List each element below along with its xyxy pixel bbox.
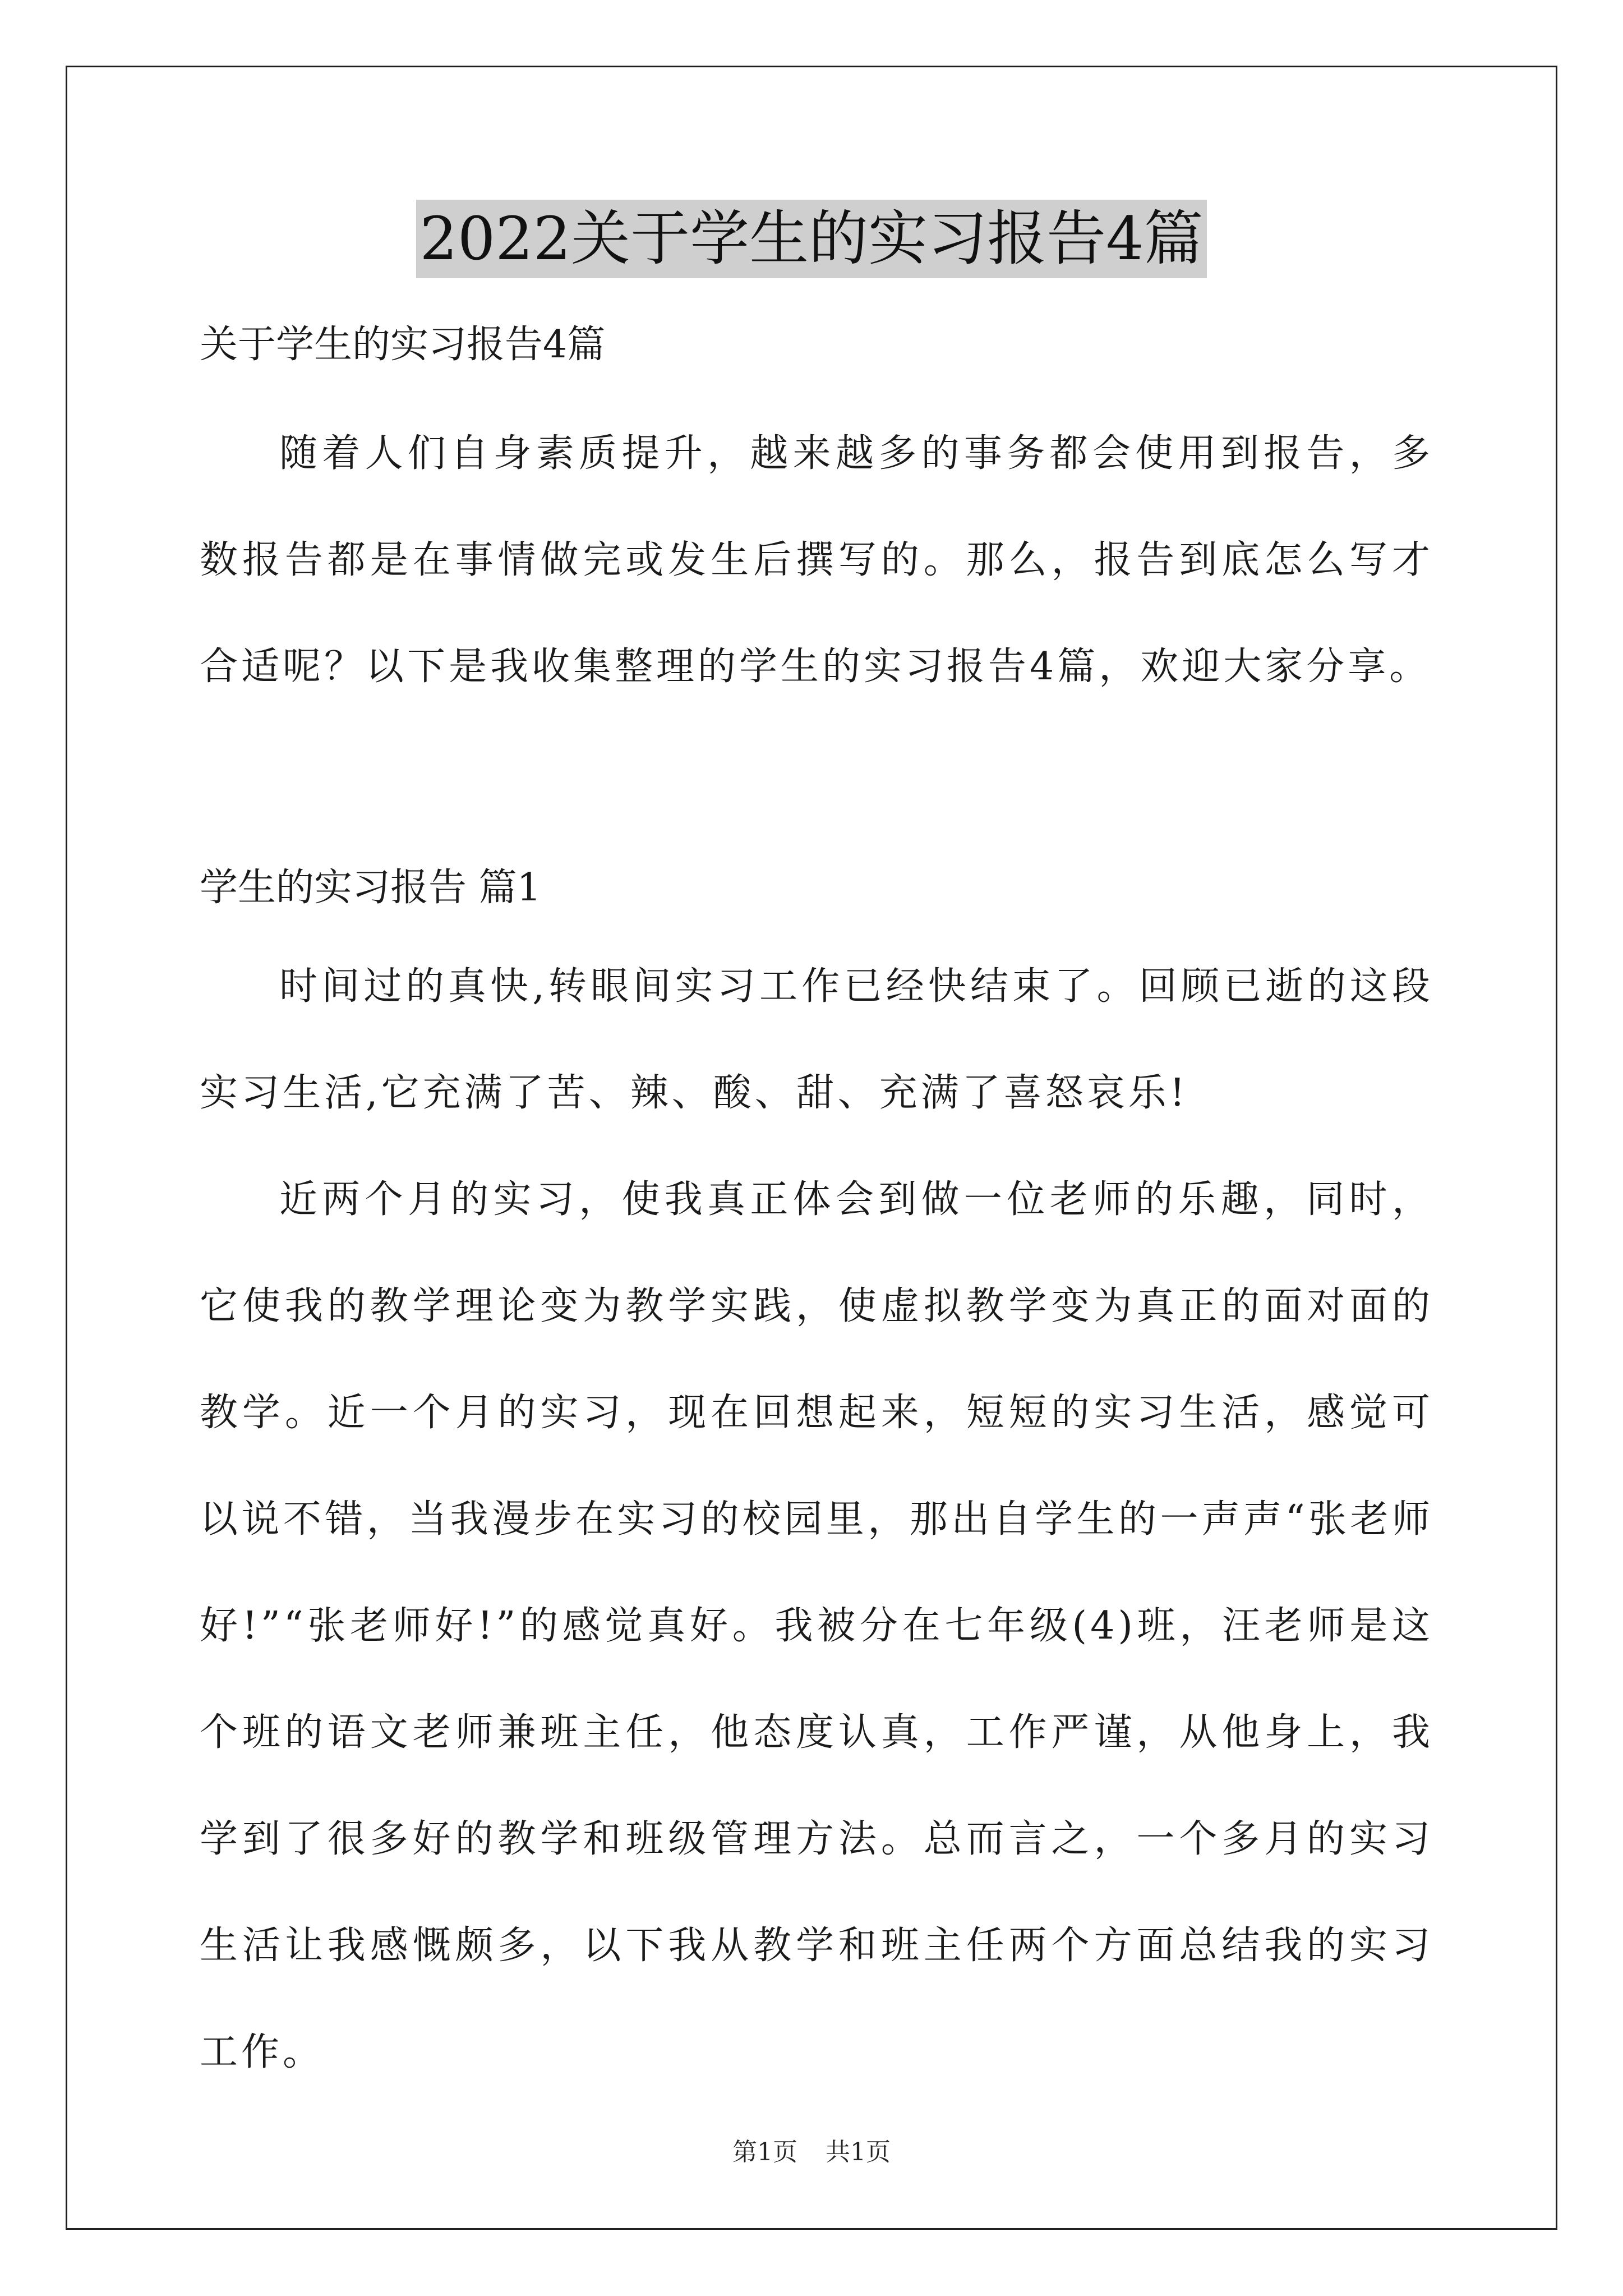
page-total: 共1页 <box>826 2138 891 2166</box>
body-paragraph: 近两个月的实习，使我真正体会到做一位老师的乐趣，同时，它使我的教学理论变为教学实践，使虚拟教学变为真正的面对面的教学。近一个月的实习，现在回想起来，短短的实习生活，感觉可以说不错，当我漫步在实习的校园里，那出自学生的一声声“张老师好!”“张老师好!”的感觉真好。我被分在七年级(4)班，汪老师是这个班的语文老师兼班主任，他态度认真，工作严谨，从他身上，我学到了很多好的教学和班级管理方法。总而言之，一个多月的实习生活让我感慨颇多，以下我从教学和班主任两个方面总结我的实习工作。 <box>200 1177 1433 2074</box>
document-title: 2022关于学生的实习报告4篇 <box>416 200 1206 278</box>
intro-paragraph: 随着人们自身素质提升，越来越多的事务都会使用到报告，多数报告都是在事情做完或发生后撰写的。那么，报告到底怎么写才合适呢？以下是我收集整理的学生的实习报告4篇，欢迎大家分享。 <box>200 431 1433 689</box>
document-body <box>200 303 1433 2106</box>
page-footer <box>0 2132 1623 2168</box>
document-subtitle: 关于学生的实习报告4篇 <box>200 323 606 367</box>
body-paragraph: 时间过的真快,转眼间实习工作已经快结束了。回顾已逝的这段实习生活,它充满了苦、辣、酸、甜、充满了喜怒哀乐! <box>200 964 1433 1115</box>
page-number: 第1页 <box>732 2138 797 2166</box>
section-heading: 学生的实习报告 篇1 <box>200 866 541 910</box>
title-wrapper <box>0 200 1623 278</box>
